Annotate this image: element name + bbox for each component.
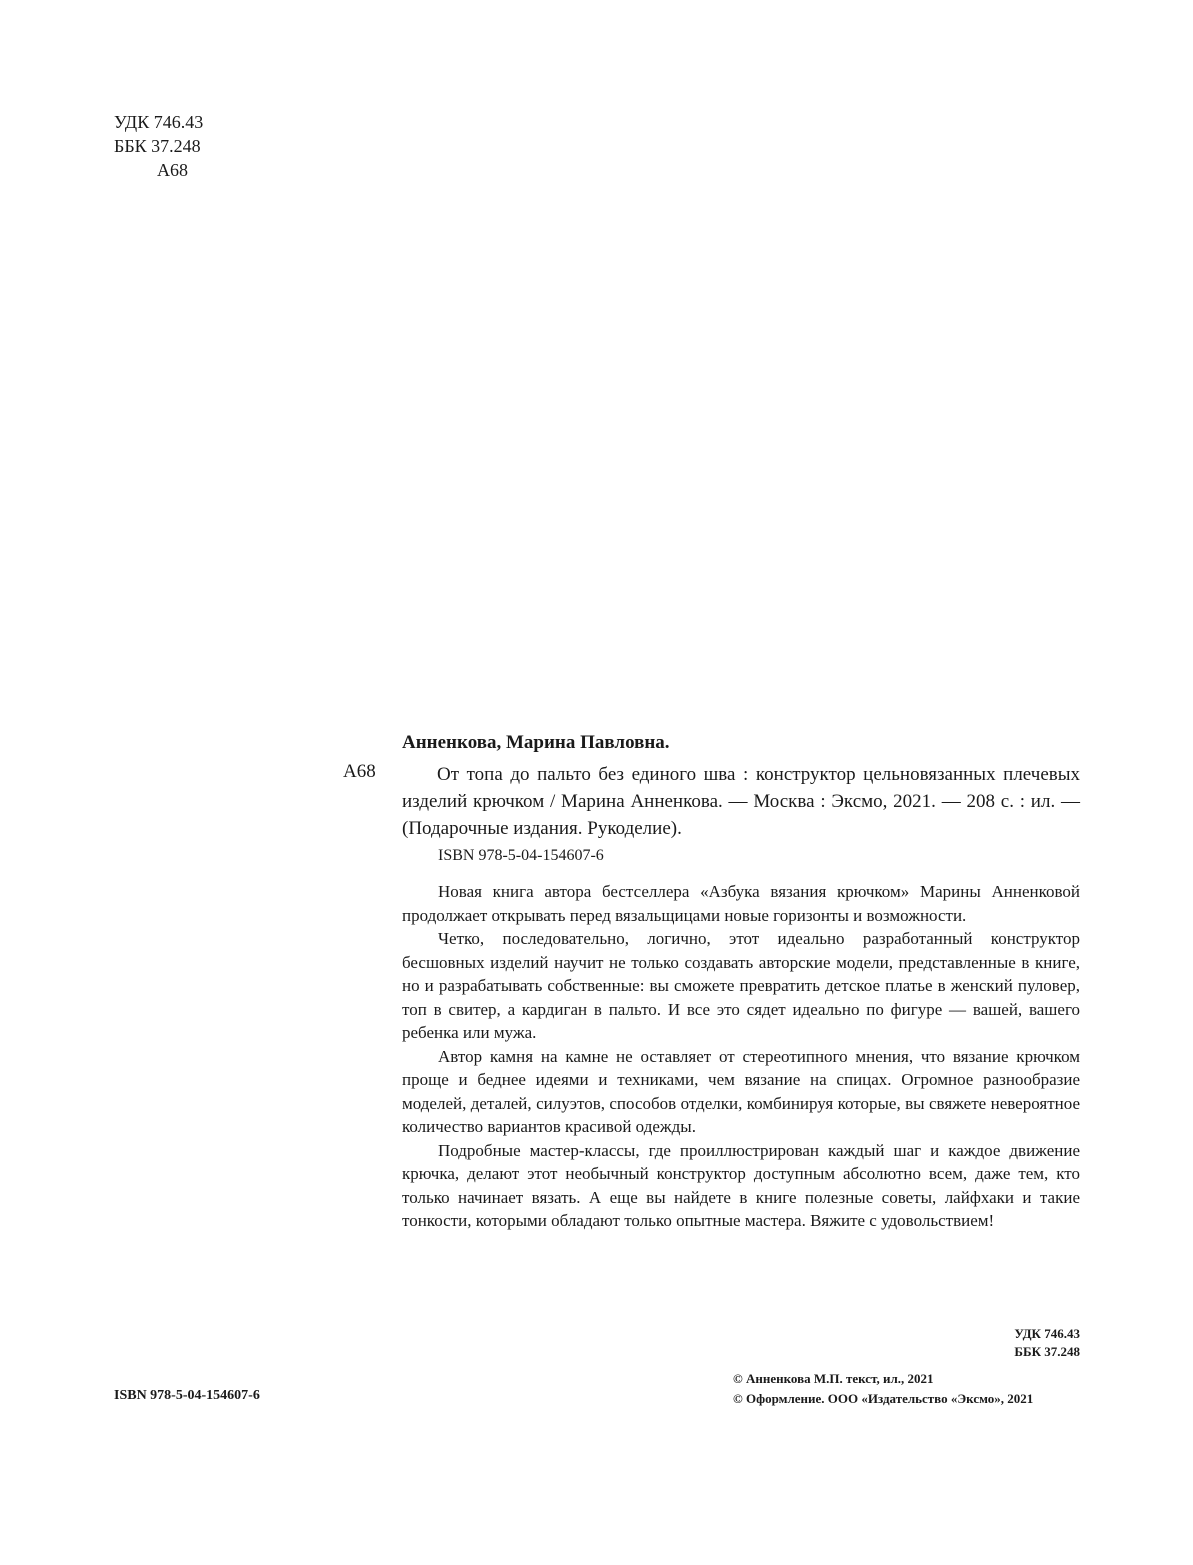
classification-codes-bottom [940,1325,1080,1361]
record-author: Анненкова, Марина Павловна. [402,732,670,753]
bbk-code: ББК 37.248 [114,136,201,156]
classification-codes-top [114,110,203,182]
udk-code: УДК 746.43 [114,112,204,132]
annotation-paragraph: Новая книга автора бестселлера «Азбука вязания крючком» Марины Анненковой продолжает открывать перед вязальщицами новые горизонты и возможности. [402,882,1080,925]
record-description-text: От топа до пальто без единого шва : конструктор цельновязанных плечевых изделий крючком / Марина Анненкова. — Москва : Эксмо, 2021. — 208 с. : ил. — (Подарочные издания. Рукоделие). [402,764,1080,839]
annotation-paragraph: Четко, последовательно, логично, этот идеально разработанный конструктор бесшовных изделий научит не только создавать авторские модели, представленные в книге, но и разрабатывать собственные: вы сможете превратить детское платье в женский пуловер, топ в свитер, а кардиган в пальто. И все это сядет идеально по фигуре — вашей, вашего ребенка или мужа. [402,929,1080,1042]
copyright-block [733,1369,1081,1409]
record-description [402,761,1080,842]
annotation [402,880,1080,1233]
record-isbn: ISBN 978-5-04-154607-6 [438,847,604,864]
annotation-paragraph: Подробные мастер-классы, где проиллюстрирован каждый шаг и каждое движение крючка, делают этот необычный конструктор доступным абсолютно всем, даже тем, кто только начинает вязать. А еще вы найдете в книге полезные советы, лайфхаки и такие тонкости, которыми обладают только опытные мастера. Вяжите с удовольствием! [402,1140,1080,1230]
annotation-paragraph: Автор камня на камне не оставляет от стереотипного мнения, что вязание крючком проще и беднее идеями и техниками, чем вязание на спицах. Огромное разнообразие моделей, деталей, силуэтов, способов отделки, комбинируя которые, вы свяжете невероятное количество вариантов красивой одежды. [402,1046,1080,1136]
isbn-bottom: ISBN 978-5-04-154607-6 [114,1388,260,1403]
record-author-sign: А68 [343,761,376,782]
udk-code-bottom: УДК 746.43 [1014,1326,1080,1341]
author-sign: А68 [157,160,188,180]
bbk-code-bottom: ББК 37.248 [1014,1344,1080,1359]
copyright-line: © Оформление. ООО «Издательство «Эксмо», 2021 [733,1391,1034,1406]
copyright-line: © Анненкова М.П. текст, ил., 2021 [733,1371,934,1386]
